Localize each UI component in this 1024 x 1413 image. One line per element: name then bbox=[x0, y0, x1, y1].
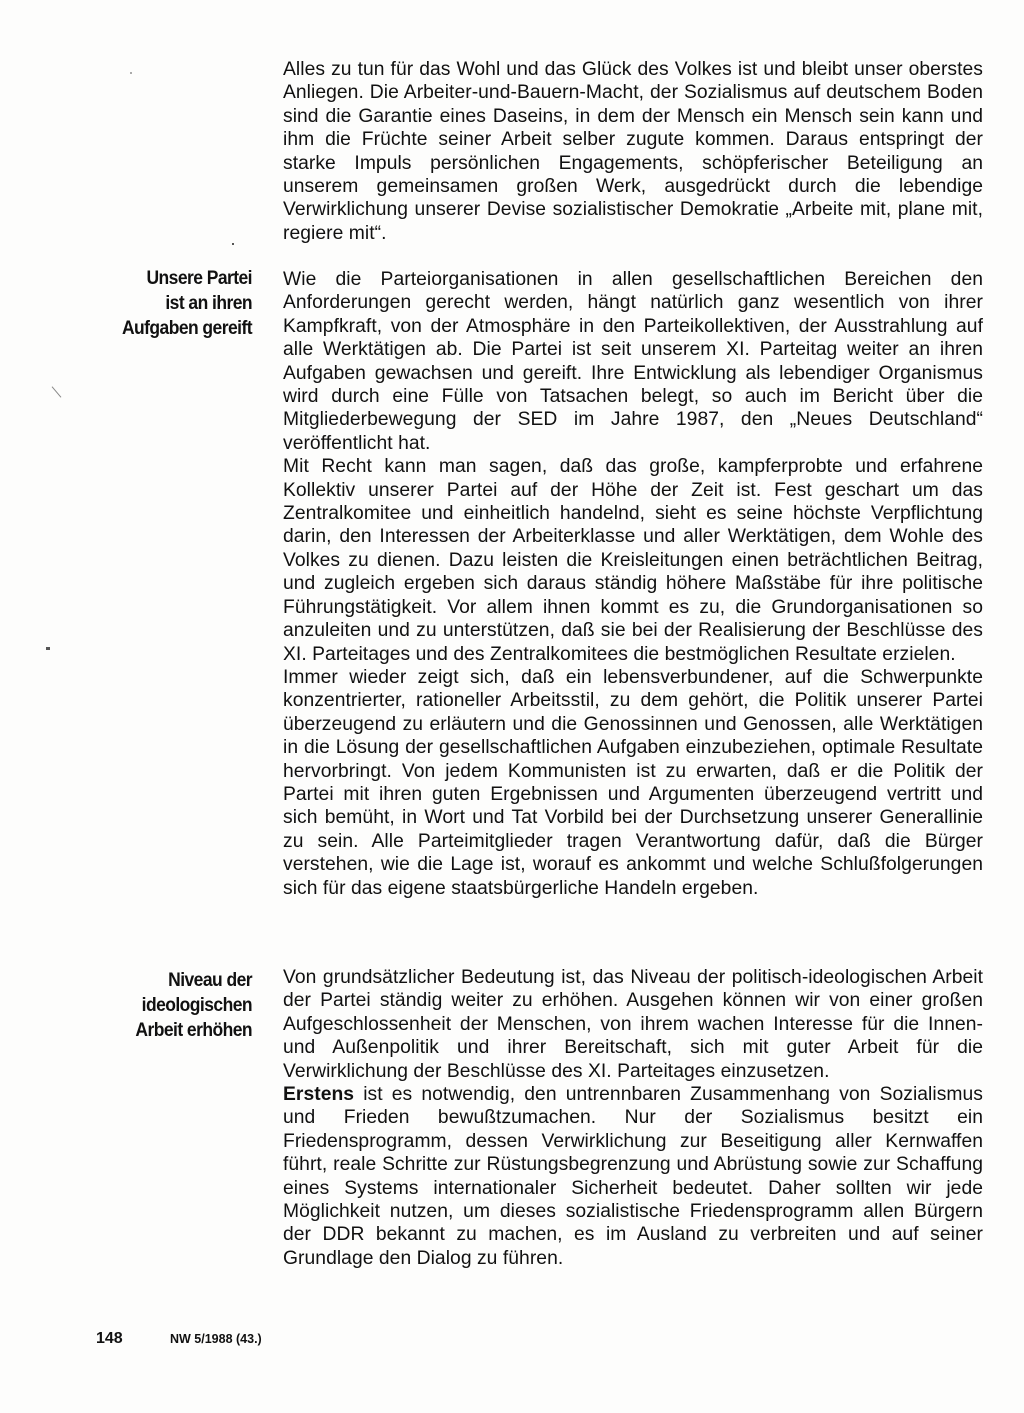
body-paragraph-text: ist es notwendig, den untrennbaren Zusammenhang von Sozialismus und Frieden bewußtzumachen. Nur der Sozialismus besitzt ein Friedensprogramm, dessen Verwirklichung zur Beseitigung aller Kernwaffen führt, reale Schritte zur Rüstungsbegrenzung und Abrüstung sowie zur Schaffung eines Systems internationaler Sicherheit bedeutet. Daher sollten wir jede Möglichkeit nutzen, um dieses sozialistische Friedensprogramm allen Bürgern der DDR bekannt zu machen, es im Ausland zu verbreiten und auf seiner Grundlage den Dialog zu führen. bbox=[283, 1084, 983, 1269]
side-heading-line: Arbeit erhöhen bbox=[135, 1020, 252, 1041]
side-heading-line: Aufgaben gereift bbox=[121, 318, 252, 339]
source-reference: NW 5/1988 (43.) bbox=[170, 1332, 262, 1346]
body-paragraph: Immer wieder zeigt sich, daß ein lebensverbundener, auf die Schwerpunkte konzentrierter, rationeller Arbeitsstil, zu dem gehört, die Politik unserer Partei überzeugend zu erläutern und die Genossinnen und Genossen, alle Werktätigen in die Lösung der gesellschaftlichen Aufgaben einzubeziehen, optimale Resultate hervorbringt. Von jedem Kommunisten ist zu erwarten, daß er die Politik der Partei mit ihren guten Ergebnissen und Argumenten überzeugend vertritt und sich bemüht, in Wort und Tat Vorbild bei der Durchsetzung unserer Generallinie zu sein. Alle Parteimitglieder tragen Verantwortung dafür, daß die Bürger verstehen, wie die Lage ist, worauf es ankommt und welche Schlußfolgerungen sich für das eigene staatsbürgerliche Handeln ergeben. bbox=[283, 666, 983, 899]
section-2-body bbox=[283, 268, 983, 900]
body-paragraph: Mit Recht kann man sagen, daß das große, kampferprobte und erfahrene Kollektiv unserer Partei auf der Höhe der Zeit ist. Fest geschart um das Zentralkomitee und einheitlich handelnd, sieht es seine höchste Verpflichtung darin, den Interessen der Arbeiterklasse und aller Werktätigen, dem Wohle des Volkes zu dienen. Dazu leisten die Kreisleitungen einen beträchtlichen Beitrag, und zugleich ergeben sich daraus ständig höhere Maßstäbe für ihre politische Führungstätigkeit. Vor allem ihnen kommt es zu, die Grundorganisationen so anzuleiten und zu unterstützen, daß sie bei der Realisierung der Beschlüsse des XI. Parteitages und des Zentralkomitees die bestmöglichen Resultate erzielen. bbox=[283, 456, 983, 665]
section-3-body bbox=[283, 966, 983, 1270]
side-heading-line: ideologischen bbox=[141, 995, 252, 1016]
scan-speck bbox=[130, 72, 132, 74]
scan-speck bbox=[46, 647, 50, 650]
side-heading-line: ist an ihren bbox=[165, 293, 252, 314]
scan-speck bbox=[52, 386, 62, 397]
body-paragraph: Wie die Parteiorganisationen in allen gesellschaftlichen Bereichen den Anforderungen gerecht werden, hängt natürlich ganz wesentlich von ihrer Kampfkraft, von der Atmosphäre in den Parteikollektiven, der Ausstrahlung auf alle Werktätigen ab. Die Partei ist seit unserem XI. Parteitag weiter an ihren Aufgaben gewachsen und gereift. Ihre Entwicklung als lebendiger Organismus wird durch eine Fülle von Tatsachen belegt, so auch im Bericht über die Mitgliederbewegung der SED im Jahre 1987, den „Neues Deutschland“ veröffentlicht hat. bbox=[283, 269, 983, 454]
body-paragraph bbox=[283, 1083, 983, 1270]
side-heading-partei bbox=[75, 266, 252, 341]
side-heading-niveau bbox=[75, 968, 252, 1043]
body-paragraph: Alles zu tun für das Wohl und das Glück des Volkes ist und bleibt unser oberstes Anliegen. Die Arbeiter-und-Bauern-Macht, der Sozialismus auf deutschem Boden sind die Garantie eines Daseins, in dem der Mensch ein Mensch sein kann und ihm die Früchte seiner Arbeit selber zugute kommen. Daraus entspringt der starke Impuls persönlichen Engagements, schöpferischer Beteiligung an unserem gemeinsamen großen Werk, ausgedrückt durch die lebendige Verwirklichung unserer Devise sozialistischer Demokratie „Arbeite mit, plane mit, regiere mit“. bbox=[283, 59, 983, 244]
side-heading-line: Niveau der bbox=[168, 970, 252, 991]
body-paragraph: Von grundsätzlicher Bedeutung ist, das Niveau der politisch-ideologischen Arbeit der Partei ständig weiter zu erhöhen. Ausgehen können wir von einer großen Aufgeschlossenheit der Menschen, von ihrem wachen Interesse für die Innen- und Außenpolitik und ihrer Bereitschaft, sich mit guter Arbeit für die Verwirklichung der Beschlüsse des XI. Parteitages einzusetzen. bbox=[283, 967, 983, 1082]
emphasis-erstens: Erstens bbox=[283, 1084, 355, 1106]
scan-speck bbox=[232, 243, 234, 245]
side-heading-line: Unsere Partei bbox=[146, 268, 252, 289]
section-1-body bbox=[283, 58, 983, 245]
page-number: 148 bbox=[96, 1330, 123, 1347]
